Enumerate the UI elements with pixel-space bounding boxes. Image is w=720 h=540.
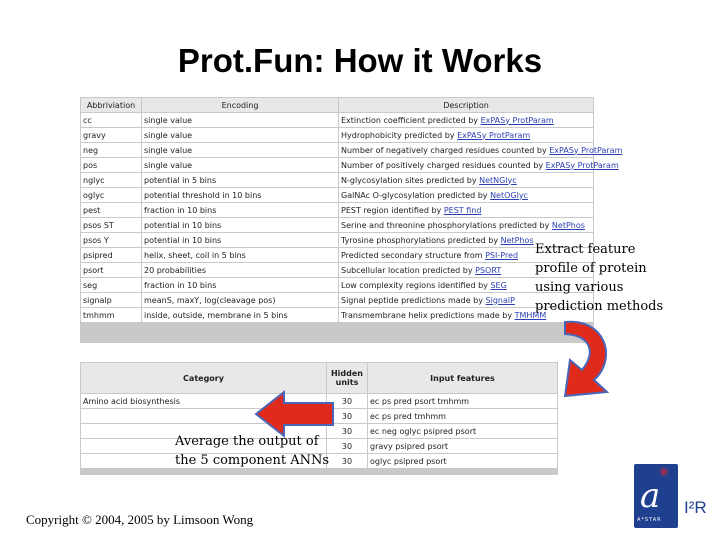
description-text: N-glycosylation sites predicted by — [341, 175, 477, 185]
tool-link[interactable]: ExPASy ProtParam — [480, 115, 554, 125]
description-text: Extinction coefficient predicted by — [341, 115, 479, 125]
header-input-features: Input features — [368, 363, 557, 393]
description-text: PEST region identified by — [341, 205, 442, 215]
description-text: Number of negatively charged residues counted by — [341, 145, 547, 155]
abbr-cell: pest — [81, 203, 141, 217]
average-line: Average the output of — [175, 434, 319, 449]
astar-i2r-logo — [628, 462, 716, 532]
header-description: Description — [339, 98, 593, 112]
encoding-cell: potential in 10 bins — [142, 218, 338, 232]
features-cell: oglyc psipred psort — [368, 454, 557, 468]
logo-subtext: A*STAR — [637, 517, 662, 523]
description-text: Subcellular location predicted by — [341, 265, 473, 275]
abbr-cell: gravy — [81, 128, 141, 142]
encoding-cell: potential in 10 bins — [142, 233, 338, 247]
features-cell: ec ps pred tmhmm — [368, 409, 557, 423]
abbr-cell: neg — [81, 143, 141, 157]
average-line: the 5 component ANNs — [175, 453, 330, 468]
abbr-cell: nglyc — [81, 173, 141, 187]
tool-link[interactable]: NetOGlyc — [490, 190, 528, 200]
tool-link[interactable]: NetPhos — [551, 220, 585, 230]
slide-title: Prot.Fun: How it Works — [177, 42, 543, 79]
extract-line: profile of protein — [535, 261, 647, 276]
tool-link[interactable]: SignalP — [485, 295, 515, 305]
abbr-cell: seg — [81, 278, 141, 292]
encoding-cell: single value — [142, 128, 338, 142]
hidden-units-cell: 30 — [327, 439, 367, 453]
copyright-footer: Copyright © 2004, 2005 by Limsoon Wong — [26, 512, 254, 527]
tool-link[interactable]: PEST find — [443, 205, 482, 215]
description-text: Serine and threonine phosphorylations predicted by — [341, 220, 550, 230]
category-cell: Amino acid biosynthesis — [81, 394, 326, 408]
encoding-cell: meanS, maxY, log(cleavage pos) — [142, 293, 338, 307]
abbr-cell: tmhmm — [81, 308, 141, 322]
hidden-units-cell: 30 — [327, 424, 367, 438]
encoding-cell: potential threshold in 10 bins — [142, 188, 338, 202]
encoding-cell: potential in 5 bins — [142, 173, 338, 187]
extract-line: Extract feature — [535, 242, 636, 257]
description-text: GalNAc O-glycosylation predicted by — [341, 190, 488, 200]
encoding-cell: single value — [142, 158, 338, 172]
logo-a-icon: a — [640, 476, 661, 516]
tool-link[interactable]: TMHMM — [514, 310, 547, 320]
extract-callout — [535, 240, 663, 316]
tool-link[interactable]: ExPASy ProtParam — [457, 130, 531, 140]
description-text: Signal peptide predictions made by — [341, 295, 483, 305]
features-cell: ec ps pred psort tmhmm — [368, 394, 557, 408]
extract-line: prediction methods — [535, 299, 664, 314]
description-text: Transmembrane helix predictions made by — [341, 310, 513, 320]
description-text: Number of positively charged residues counted by — [341, 160, 544, 170]
tool-link[interactable]: ExPASy ProtParam — [545, 160, 619, 170]
encoding-cell: helix, sheet, coil in 5 bins — [142, 248, 338, 262]
description-text: Hydrophobicity predicted by — [341, 130, 455, 140]
extract-line: using various — [535, 280, 624, 295]
encoding-cell: single value — [142, 143, 338, 157]
tool-link[interactable]: NetNGlyc — [479, 175, 517, 185]
abbr-cell: psort — [81, 263, 141, 277]
tool-link[interactable]: ExPASy ProtParam — [549, 145, 623, 155]
abbr-cell: oglyc — [81, 188, 141, 202]
abbr-cell: cc — [81, 113, 141, 127]
hidden-units-cell: 30 — [327, 409, 367, 423]
hidden-units-cell: 30 — [327, 454, 367, 468]
star-icon: ✳ — [658, 465, 670, 481]
tool-link[interactable]: PSORT — [475, 265, 502, 275]
header-hidden-units: Hidden units — [327, 363, 367, 393]
curved-arrow-icon — [565, 322, 607, 396]
description-text: Low complexity regions identified by — [341, 280, 488, 290]
encoding-cell: fraction in 10 bins — [142, 203, 338, 217]
description-text: Predicted secondary structure from — [341, 250, 483, 260]
abbr-cell: psos Y — [81, 233, 141, 247]
encoding-cell: fraction in 10 bins — [142, 278, 338, 292]
tool-link[interactable]: SEG — [490, 280, 507, 290]
tool-link[interactable]: NetPhos — [500, 235, 534, 245]
abbr-cell: psos ST — [81, 218, 141, 232]
average-callout — [175, 432, 329, 470]
description-text: Tyrosine phosphorylations predicted by — [341, 235, 499, 245]
encoding-cell: 20 probabilities — [142, 263, 338, 277]
abbr-cell: pos — [81, 158, 141, 172]
logo-brand: I²R — [684, 498, 707, 517]
abbr-cell: signalp — [81, 293, 141, 307]
tool-link[interactable]: PSI-Pred — [485, 250, 519, 260]
header-abbreviation: Abbriviation — [81, 98, 141, 112]
features-cell: gravy psipred psort — [368, 439, 557, 453]
encoding-cell: single value — [142, 113, 338, 127]
features-cell: ec neg oglyc psipred psort — [368, 424, 557, 438]
abbr-cell: psipred — [81, 248, 141, 262]
left-arrow-icon — [256, 392, 333, 436]
encoding-cell: inside, outside, membrane in 5 bins — [142, 308, 338, 322]
hidden-units-cell: 30 — [327, 394, 367, 408]
header-category: Category — [81, 363, 326, 393]
header-encoding: Encoding — [142, 98, 338, 112]
